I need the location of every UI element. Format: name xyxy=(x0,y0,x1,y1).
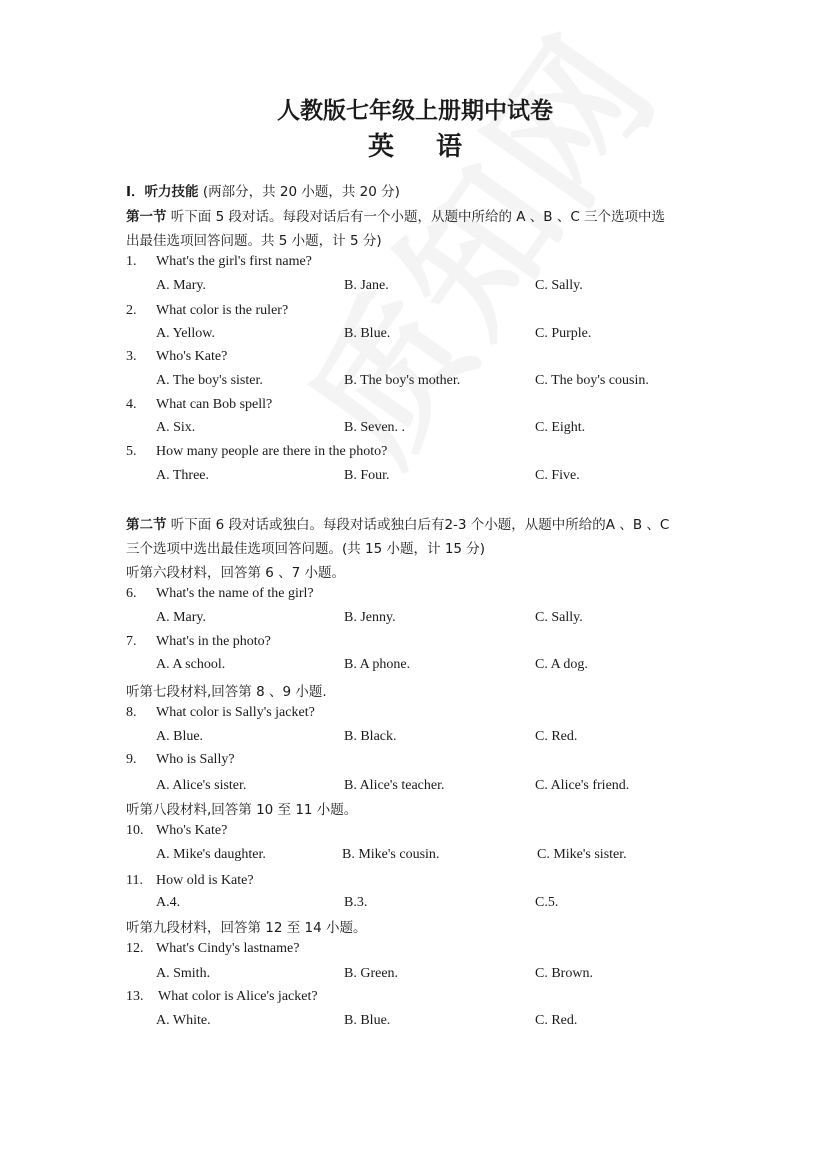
section1-label: I．听力技能 xyxy=(126,184,199,200)
option-b: B. Alice's teacher. xyxy=(344,778,445,793)
option-c: C. Sally. xyxy=(535,278,583,293)
option-b: B. Seven. . xyxy=(344,420,406,435)
question-text: Who's Kate? xyxy=(156,823,228,838)
option-b: B. Black. xyxy=(344,729,397,744)
option-a: A. Smith. xyxy=(156,966,211,981)
option-b: B. Jane. xyxy=(344,278,389,293)
question-text: What's the name of the girl? xyxy=(156,586,314,601)
part2-label: 第二节 xyxy=(126,517,167,533)
option-a: A. Yellow. xyxy=(156,326,215,341)
section1-heading xyxy=(126,180,400,200)
question-text: What's Cindy's lastname? xyxy=(156,941,300,956)
instruction-seven: 听第七段材料,回答第 8 、9 小题. xyxy=(126,684,327,700)
option-a: A. Mary. xyxy=(156,278,207,293)
option-b: B. Four. xyxy=(344,468,390,483)
option-b: B. Blue. xyxy=(344,1013,391,1028)
question-text: Who is Sally? xyxy=(156,752,235,767)
part1-text1: 听下面 5 段对话。每段对话后有一个小题，从题中所给的 A 、B 、C 三个选项中选 xyxy=(170,209,666,225)
question-text: What's the girl's first name? xyxy=(156,254,312,269)
option-a: A.4. xyxy=(156,895,181,910)
option-a: A. White. xyxy=(156,1013,211,1028)
option-c: C. Brown. xyxy=(535,966,593,981)
part1-line2: 出最佳选项回答问题。共 5 小题，计 5 分) xyxy=(126,233,382,249)
question-number: 11. xyxy=(126,873,143,888)
question-text: Who's Kate? xyxy=(156,349,228,364)
section1-note: (两部分，共 20 小题，共 20 分) xyxy=(202,184,400,200)
option-b: B. The boy's mother. xyxy=(344,373,461,388)
question-text: What color is Sally's jacket? xyxy=(156,705,315,720)
part1-line1 xyxy=(126,205,665,225)
option-c: C.5. xyxy=(535,895,559,910)
question-number: 1. xyxy=(126,254,137,269)
question-number: 8. xyxy=(126,705,137,720)
question-text: What color is the ruler? xyxy=(156,303,289,318)
option-a: A. Three. xyxy=(156,468,209,483)
option-c: C. The boy's cousin. xyxy=(535,373,649,388)
instruction-eight: 听第八段材料,回答第 10 至 11 小题。 xyxy=(126,802,358,818)
option-a: A. Mike's daughter. xyxy=(156,847,266,862)
question-number: 7. xyxy=(126,634,137,649)
option-b: B. Jenny. xyxy=(344,610,396,625)
question-number: 6. xyxy=(126,586,137,601)
option-c: C. A dog. xyxy=(535,657,588,672)
question-text: What color is Alice's jacket? xyxy=(158,989,318,1004)
instruction-nine: 听第九段材料，回答第 12 至 14 小题。 xyxy=(126,920,367,936)
part2-text1: 听下面 6 段对话或独白。每段对话或独白后有2-3 个小题，从题中所给的A 、B 、C xyxy=(170,517,670,533)
option-a: A. The boy's sister. xyxy=(156,373,263,388)
option-b: B. Blue. xyxy=(344,326,391,341)
subject-title: 英语 xyxy=(367,132,504,162)
option-c: C. Five. xyxy=(535,468,580,483)
part2-line2: 三个选项中选出最佳选项回答问题。(共 15 小题，计 15 分) xyxy=(126,541,486,557)
question-number: 10. xyxy=(126,823,144,838)
option-a: A. Blue. xyxy=(156,729,204,744)
question-number: 2. xyxy=(126,303,137,318)
question-number: 13. xyxy=(126,989,144,1004)
question-text: How many people are there in the photo? xyxy=(156,444,388,459)
question-number: 5. xyxy=(126,444,137,459)
question-text: What's in the photo? xyxy=(156,634,271,649)
option-b: B. Mike's cousin. xyxy=(342,847,440,862)
option-a: A. Mary. xyxy=(156,610,207,625)
option-c: C. Red. xyxy=(535,729,578,744)
option-b: B. Green. xyxy=(344,966,399,981)
option-c: C. Purple. xyxy=(535,326,592,341)
option-c: C. Mike's sister. xyxy=(537,847,627,862)
option-b: B.3. xyxy=(344,895,368,910)
question-text: How old is Kate? xyxy=(156,873,254,888)
question-number: 3. xyxy=(126,349,137,364)
part1-label: 第一节 xyxy=(126,209,167,225)
option-c: C. Red. xyxy=(535,1013,578,1028)
option-a: A. Six. xyxy=(156,420,196,435)
question-number: 4. xyxy=(126,397,137,412)
option-c: C. Eight. xyxy=(535,420,586,435)
question-number: 12. xyxy=(126,941,144,956)
option-b: B. A phone. xyxy=(344,657,411,672)
question-number: 9. xyxy=(126,752,137,767)
option-c: C. Sally. xyxy=(535,610,583,625)
option-a: A. A school. xyxy=(156,657,226,672)
page-title: 人教版七年级上册期中试卷 xyxy=(277,97,553,124)
option-a: A. Alice's sister. xyxy=(156,778,247,793)
option-c: C. Alice's friend. xyxy=(535,778,630,793)
part2-line1 xyxy=(126,513,669,533)
question-text: What can Bob spell? xyxy=(156,397,273,412)
instruction-six: 听第六段材料，回答第 6 、7 小题。 xyxy=(126,565,346,581)
